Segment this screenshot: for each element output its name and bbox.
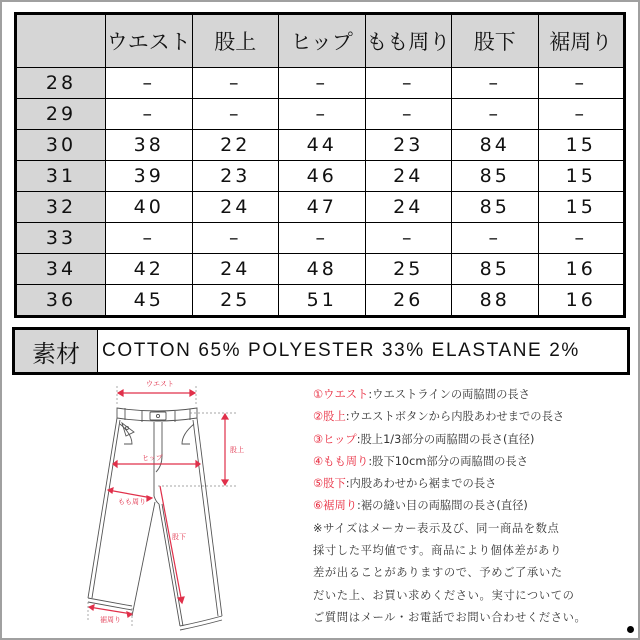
legend-item-hip [313,429,633,451]
cell-hip: – [279,68,366,99]
material-value: COTTON 65% POLYESTER 33% ELASTANE 2% [102,340,580,361]
table-row [16,192,625,223]
table-row [16,68,625,99]
cell-waist: – [106,99,193,130]
header-thigh: もも周り [365,14,452,68]
cell-thigh: – [365,68,452,99]
header-hip: ヒップ [279,14,366,68]
cell-rise: – [192,99,279,130]
cell-thigh: – [365,99,452,130]
size-label: 31 [16,161,106,192]
cell-thigh: 23 [365,130,452,161]
legend-item-thigh [313,451,633,473]
note-line: 採寸した平均値です。商品により個体差があり [313,544,562,558]
cell-rise: – [192,68,279,99]
cell-inseam: 84 [452,130,539,161]
cell-thigh: 25 [365,254,452,285]
cell-thigh: 26 [365,285,452,317]
diagram-label-waist: ウエスト [146,380,174,388]
cell-hem: 16 [538,285,625,317]
cell-hip: 51 [279,285,366,317]
header-waist: ウエスト [106,14,193,68]
cell-inseam: 85 [452,192,539,223]
note-line: ※サイズはメーカー表示及び、同一商品を数点 [313,521,560,535]
cell-waist: – [106,68,193,99]
diagram-label-thigh: もも周り [118,498,146,506]
cell-hem: 15 [538,130,625,161]
legend-item-rise [313,406,633,428]
legend-desc: :ウエストラインの両脇間の長さ [368,388,530,401]
legend-term: ヒップ [323,432,357,446]
legend-term: 股上 [323,410,346,424]
cell-inseam: 88 [452,285,539,317]
legend-desc: :裾の縫い目の両脇間の長さ(直径) [357,499,528,513]
cell-hem: – [538,223,625,254]
size-label: 30 [16,130,106,161]
table-row [16,161,625,192]
material-label: 素材 [15,330,98,372]
note-line: だいた上、お買い求めください。実寸についての [313,588,575,602]
legend-term: もも周り [323,454,369,468]
cell-waist: 39 [106,161,193,192]
cell-thigh: 24 [365,192,452,223]
pants-icon [80,376,290,636]
size-label: 28 [16,68,106,99]
header-hem: 裾周り [538,14,625,68]
legend-term: 股下 [323,477,346,491]
cell-waist: 40 [106,192,193,223]
cell-waist: 42 [106,254,193,285]
size-table [14,12,626,318]
cell-inseam: 85 [452,254,539,285]
header-corner [16,14,106,68]
cell-hip: – [279,223,366,254]
legend-desc: :内股あわせから裾までの長さ [345,477,497,491]
cell-rise: – [192,223,279,254]
cell-hip: 48 [279,254,366,285]
cell-hem: 15 [538,161,625,192]
legend-desc: :股下10cm部分の両脇間の長さ [368,454,529,468]
legend-number: ④ [313,454,324,468]
diagram-label-rise: 股上 [230,446,244,454]
cell-rise: 23 [192,161,279,192]
table-row [16,99,625,130]
cell-thigh: – [365,223,452,254]
legend-item-inseam [313,473,633,495]
legend-desc: :ウエストボタンから内股あわせまでの長さ [345,410,565,424]
diagram-label-hem: 裾周り [100,616,121,624]
table-row [16,130,625,161]
table-row [16,285,625,317]
note-line: ご質問はメール・お電話でお問い合わせください。 [313,610,587,624]
size-label: 34 [16,254,106,285]
cell-waist: – [106,223,193,254]
size-label: 29 [16,99,106,130]
legend-number: ③ [313,432,324,446]
cell-inseam: – [452,223,539,254]
cell-rise: 24 [192,254,279,285]
legend-number: ① [313,388,324,401]
pants-measurement-diagram [80,376,290,636]
note-line: 差が出ることがありますので、予めご了承いた [313,566,563,580]
header-inseam: 股下 [452,14,539,68]
legend-item-hem [313,495,633,517]
legend-term: ウエスト [323,388,369,401]
size-label: 33 [16,223,106,254]
cell-hem: 16 [538,254,625,285]
legend-number: ② [313,410,324,424]
measurement-legend [313,384,633,629]
cell-rise: 25 [192,285,279,317]
size-label: 36 [16,285,106,317]
table-row [16,223,625,254]
cell-waist: 38 [106,130,193,161]
cell-hem: – [538,99,625,130]
diagram-label-hip: ヒップ [142,454,163,462]
cell-inseam: – [452,99,539,130]
cell-hip: 44 [279,130,366,161]
header-rise: 股上 [192,14,279,68]
table-row [16,254,625,285]
bullet-dot-icon [627,626,634,633]
legend-desc: :股上1/3部分の両脇間の長さ(直径) [356,432,535,446]
cell-hem: 15 [538,192,625,223]
cell-hip: – [279,99,366,130]
size-table-header-row [16,14,625,68]
cell-hem: – [538,68,625,99]
legend-item-waist [313,384,633,406]
size-label: 32 [16,192,106,223]
legend-term: 裾周り [323,499,358,513]
diagram-label-inseam: 股下 [172,533,186,541]
cell-hip: 46 [279,161,366,192]
legend-number: ⑤ [313,477,324,491]
cell-waist: 45 [106,285,193,317]
legend-number: ⑥ [313,499,324,513]
cell-rise: 24 [192,192,279,223]
material-box [12,327,630,375]
cell-inseam: – [452,68,539,99]
cell-hip: 47 [279,192,366,223]
cell-thigh: 24 [365,161,452,192]
cell-rise: 22 [192,130,279,161]
cell-inseam: 85 [452,161,539,192]
